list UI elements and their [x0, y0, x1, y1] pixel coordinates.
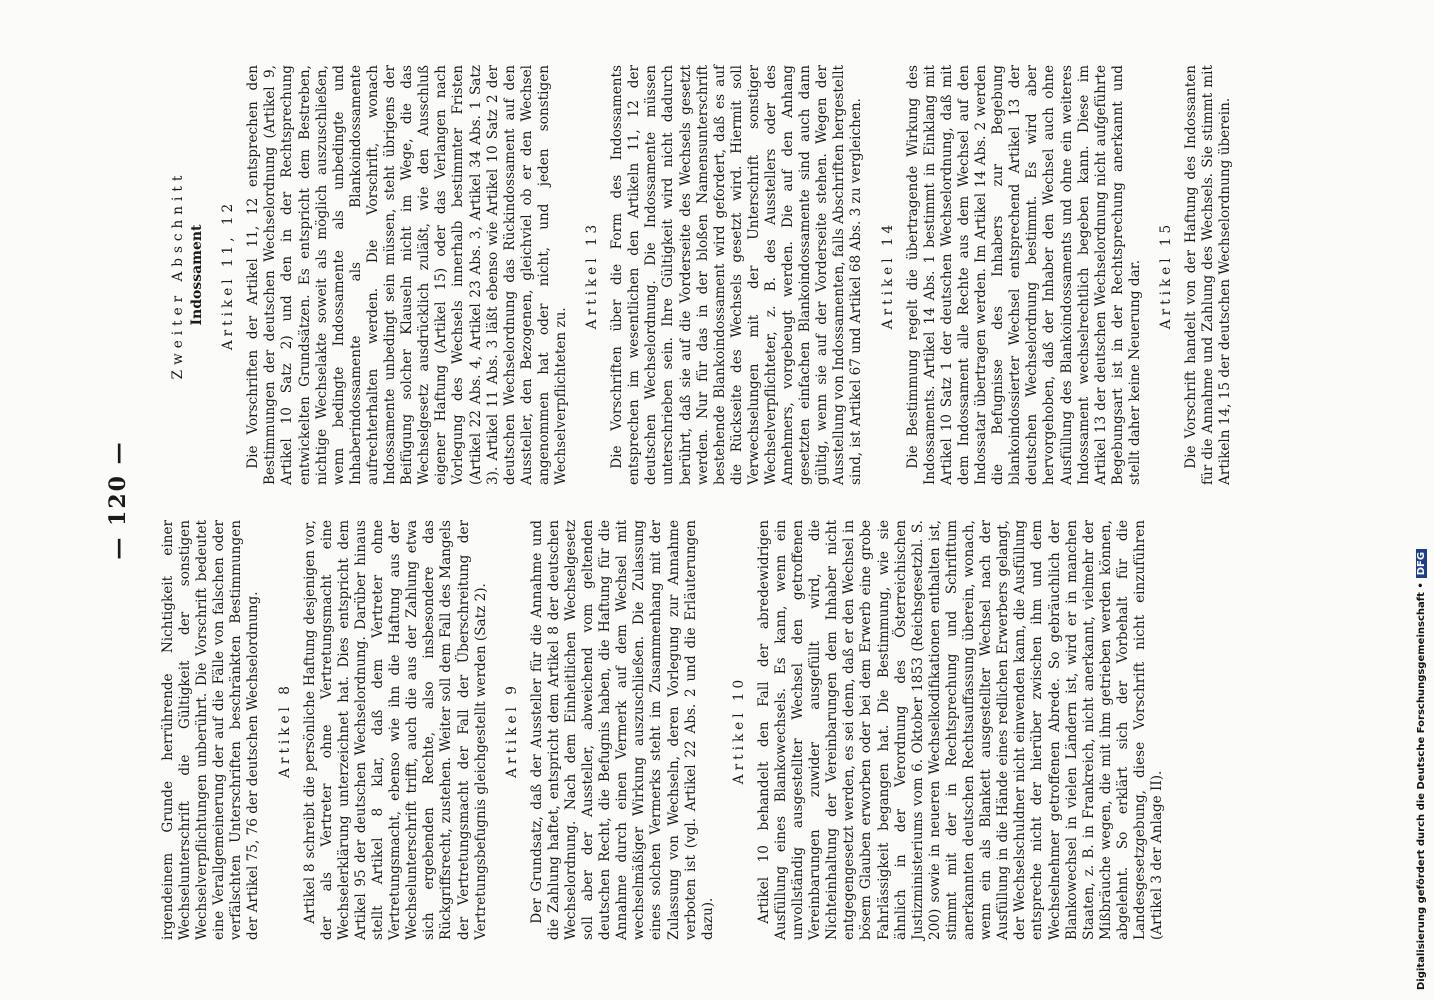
right-column	[160, 65, 1238, 485]
article-14-heading: Artikel 14	[879, 220, 896, 330]
article-8-heading: Artikel 8	[276, 682, 293, 778]
article-10-heading: Artikel 10	[730, 675, 747, 785]
article-8-text: Artikel 8 schreibt die persönliche Haftung desjenigen vor, der als Vertreter ohne Vertretungsmacht eine Wechselerklärung unterzeichnet hat. Dies entspricht dem Artikel 95 der deutschen Wechselordnung. Darüber hinaus stellt Artikel 8 klar, daß dem Vertreter ohne Vertretungsmacht, ebenso wie ihn die Haftung aus der Wechselunterschrift trifft, auch die aus der Zahlung etwa sich ergebenden Rechte, also insbesondere das Rückgriffsrecht, zustehen. Weiter soll dem Fall des Mangels der Vertretungsmacht der Fall der Überschreitung der Vertretungsbefugnis gleichgestellt werden (Satz 2).	[301, 520, 489, 940]
intro-paragraph: irgendeinem Grunde herrührende Nichtigkeit einer Wechselunterschrift die Gültigkeit der sonstigen Wechselverpflichtungen unberührt. Die Vorschrift bedeutet eine Verallgemeinerung der auf die Fälle von falschen oder verfälschten Unterschriften beschränkten Bestimmungen der Artikel 75, 76 der deutschen Wechselordnung.	[160, 520, 262, 940]
article-11-12-heading: Artikel 11, 12	[220, 199, 237, 351]
left-column	[160, 520, 1170, 940]
article-10-text: Artikel 10 behandelt den Fall der abredewidrigen Ausfüllung eines Blankowechsels. Es kann, wenn ein unvollständig ausgestellter Wechsel den getroffenen Vereinbarungen zuwider ausgefüllt wird, die Nichteinhaltung der Vereinbarungen dem Inhaber nicht entgegengesetzt werden, es sei denn, daß er den Wechsel in bösem Glauben erworben oder bei dem Erwerb eine grobe Fahrlässigkeit begangen hat. Die Bestimmung, wie sie ähnlich in der Verordnung des Österreichischen Justizministeriums vom 6. Oktober 1853 (Reichsgesetzbl. S. 200) sowie in neueren Wechselkodifikationen enthalten ist, stimmt mit der in Rechtsprechung und Schrifttum anerkannten deutschen Rechtsauffassung überein, wonach, wenn ein als Blankett ausgestellter Wechsel nach der Ausfüllung in die Hände eines redlichen Erwerbers gelangt, der Wechselschuldner nicht einwenden kann, die Ausfüllung entspreche nicht der hierüber zwischen ihm und dem Wechselnehmer getroffenen Abrede. So gebräuchlich der Blankowechsel in vielen Ländern ist, wird er in manchen Staaten, z. B. in Frankreich, nicht anerkannt, vielmehr der Mißbräuche wegen, die mit ihm getrieben werden können, abgelehnt. So erklärt sich der Vorbehalt für die Landesgesetzgebung, diese Vorschrift nicht einzuführen (Artikel 3 der Anlage II).	[755, 520, 1166, 940]
article-15-heading: Artikel 15	[1157, 220, 1174, 330]
article-9-text: Der Grundsatz, daß der Aussteller für die Annahme und die Zahlung haftet, entspricht dem Artikel 8 der deutschen Wechselordnung. Nach dem Einheitlichen Wechselgesetz soll aber der Aussteller, abweichend vom geltenden deutschen Recht, die Befugnis haben, die Haftung für die Annahme durch einen Vermerk auf dem Wechsel mit wechselmäßiger Wirkung auszuschließen. Die Zulassung eines solchen Vermerks steht im Zusammenhang mit der Zulassung von Wechseln, deren Vorlegung zur Annahme verboten ist (vgl. Artikel 22 Abs. 2 und die Erläuterungen dazu).	[528, 520, 716, 940]
article-13-heading: Artikel 13	[584, 220, 601, 330]
article-13-text: Die Vorschriften über die Form des Indossaments entsprechen im wesentlichen den Artikeln 11, 12 der deutschen Wechselordnung. Die Indossamente müssen unterschrieben sein. Ihre Gültigkeit wird nicht dadurch berührt, daß sie auf die Vorderseite des Wechsels gesetzt werden. Nur für das in der bloßen Namensunterschrift bestehende Blankoindossament wird gefordert, daß es auf die Rückseite des Wechsels gesetzt wird. Hiermit soll Verwechselungen mit der Unterschrift sonstiger Wechselverpflichteter, z. B. des Ausstellers oder des Annehmers, vorgebeugt werden. Die auf den Anhang gesetzten einfachen Blankoindossamente sind auch dann gültig, wenn sie auf der Vorderseite stehen. Wegen der Ausstellung von Indossamenten, falls Abschriften hergestellt sind, ist Artikel 67 und Artikel 68 Abs. 3 zu vergleichen.	[609, 65, 865, 485]
section-label: Zweiter Abschnitt	[170, 170, 186, 380]
funding-note: Digitalisierung gefördert durch die Deutsche Forschungsgemeinschaft •	[1416, 582, 1427, 990]
article-11-12-text: Die Vorschriften der Artikel 11, 12 entsprechen den Bestimmungen der deutschen Wechselordnung (Artikel 9, Artikel 10 Satz 2) und den in der Rechtsprechung entwickelten Grundsätzen. Es entspricht dem Bestreben, nichtige Wechselakte soweit als möglich auszuschließen, wenn bedingte Indossamente als unbedingte und Inhaberindossamente als Blankoindossamente aufrechterhalten werden. Die Vorschrift, wonach Indossamente unbedingt sein müssen, steht übrigens der Beifügung solcher Klauseln nicht im Wege, die das Wechselgesetz ausdrücklich zuläßt, wie den Ausschluß eigener Haftung (Artikel 15) oder das Verlangen nach Vorlegung des Wechsels innerhalb bestimmter Fristen (Artikel 22 Abs. 4, Artikel 23 Abs. 3, Artikel 34 Abs. 1 Satz 3). Artikel 11 Abs. 3 läßt ebenso wie Artikel 10 Satz 2 der deutschen Wechselordnung das Rückindossament auf den Aussteller, den Bezogenen, gleichviel ob er den Wechsel angenommen hat oder nicht, und jeden sonstigen Wechselverpflichteten zu.	[245, 65, 569, 485]
dfg-logo: DFG	[1416, 549, 1427, 578]
section-title: Indossament	[189, 224, 206, 326]
article-9-heading: Artikel 9	[503, 682, 520, 778]
article-14-text: Die Bestimmung regelt die übertragende Wirkung des Indossaments. Artikel 14 Abs. 1 bestimmt in Einklang mit Artikel 10 Satz 1 der deutschen Wechselordnung, daß mit dem Indossament alle Rechte aus dem Wechsel auf den Indossatar übertragen werden. Im Artikel 14 Abs. 2 werden die Befugnisse des Inhabers zur Begebung blankoindossierter Wechsel entsprechend Artikel 13 der deutschen Wechselordnung bestimmt. Es wird aber hervorgehoben, daß der Inhaber den Wechsel auch ohne Ausfüllung des Blankoindossaments und ohne ein weiteres Indossament wechselrechtlich begeben kann. Diese im Artikel 13 der deutschen Wechselordnung nicht aufgeführte Begebungsart ist in der Rechtsprechung anerkannt und stellt daher keine Neuerung dar.	[904, 65, 1143, 485]
rotated-document-page	[105, 60, 1285, 940]
article-15-text: Die Vorschrift handelt von der Haftung des Indossanten für die Annahme und Zahlung des Wechsels. Sie stimmt mit Artikeln 14, 15 der deutschen Wechselordnung überein.	[1183, 65, 1234, 485]
page-number: — 120 —	[105, 440, 131, 560]
side-note-strip	[1412, 5, 1432, 995]
